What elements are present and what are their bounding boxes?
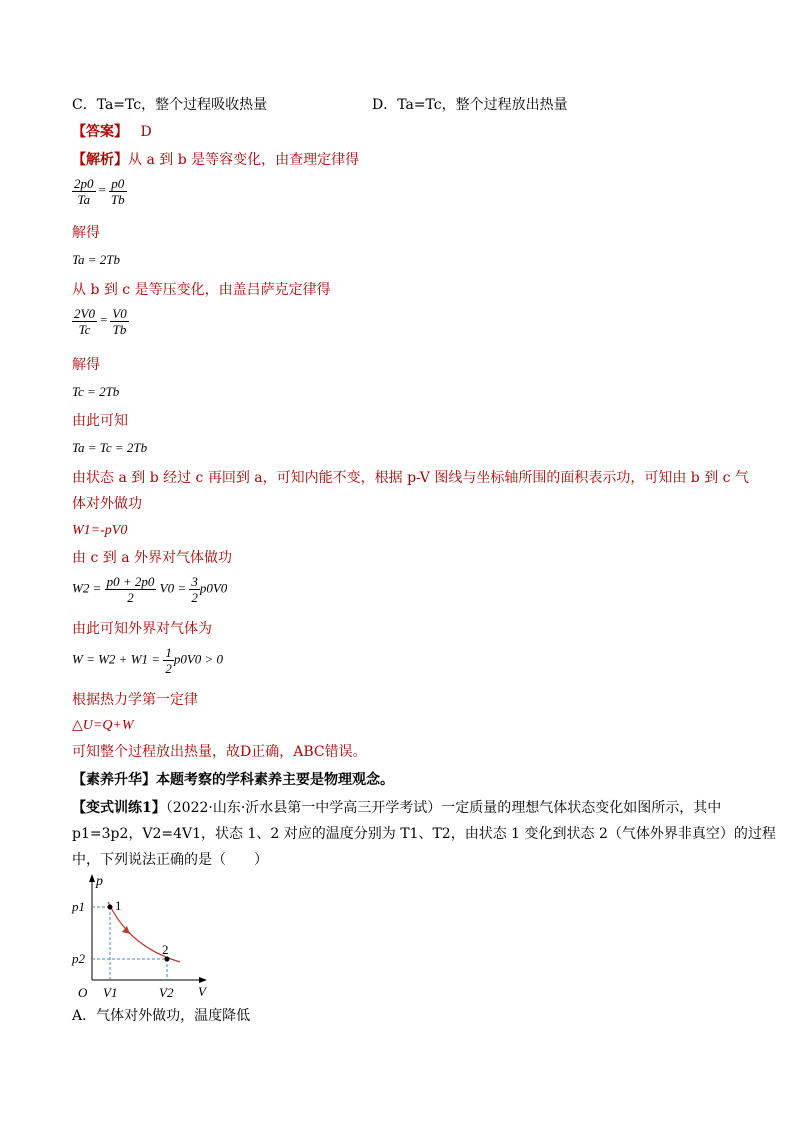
- analysis-intro: 从 a 到 b 是等容变化，由查理定律得: [128, 152, 360, 168]
- result-ta-tc: Ta = Tc = 2Tb: [72, 440, 148, 455]
- step-total-work: 由此可知外界对气体为: [72, 621, 212, 637]
- eq2-den-right: Tb: [112, 322, 127, 337]
- w2-den: 2: [127, 590, 134, 605]
- variant-line-2: p1=3p2，V2=4V1，状态 1、2 对应的温度分别为 T1、T2，由状态 1 变化到状态 2（气体外界非真空）的过程: [72, 826, 776, 842]
- step-c-to-a: 由 c 到 a 外界对气体做功: [72, 550, 232, 566]
- state-point-2: [165, 957, 170, 962]
- w2-num: p0 + 2p0: [106, 574, 155, 589]
- paragraph-line-2: 体对外做功: [72, 496, 142, 512]
- label-p2: p2: [72, 951, 85, 966]
- w2-end: p0V0: [199, 580, 228, 596]
- label-v2: V2: [159, 985, 174, 1000]
- analysis-intro-row: [72, 150, 359, 170]
- answer-label: 【答案】: [72, 124, 128, 140]
- eq2-den-left: Tc: [78, 322, 91, 337]
- hence-label: 由此可知: [72, 413, 128, 429]
- label-origin: O: [78, 985, 88, 1000]
- label-point-2: 2: [162, 942, 169, 957]
- curve-direction-arrow: [122, 926, 130, 934]
- label-p-axis: p: [96, 874, 103, 889]
- w2-coef-num: 3: [191, 574, 198, 589]
- w2-lhs: W2 =: [72, 580, 102, 596]
- analysis-label: 【解析】: [72, 152, 128, 168]
- variant-line-3: 中，下列说法正确的是（ ）: [72, 852, 268, 868]
- p-axis-arrow: [89, 874, 95, 882]
- option-a: A．气体对外做功，温度降低: [72, 1008, 251, 1024]
- eq1-den-left: Ta: [77, 192, 91, 207]
- variant-line-1: [72, 798, 721, 818]
- label-v1: V1: [103, 985, 118, 1000]
- eq2-num-left: 2V0: [74, 306, 95, 321]
- equation-w-total: [72, 645, 223, 676]
- work-w1: W1=-pV0: [72, 523, 128, 538]
- w2-coef-den: 2: [191, 590, 198, 605]
- v-axis-arrow: [199, 977, 207, 983]
- result-ta: Ta = 2Tb: [72, 252, 121, 267]
- state-point-1: [108, 905, 113, 910]
- solve-2: 解得: [72, 357, 100, 373]
- w-num: 1: [165, 645, 172, 660]
- variant-text-1: （2022·山东·沂水县第一中学高三开学考试）一定质量的理想气体状态变化如图所示，其中: [165, 800, 722, 816]
- solve-1: 解得: [72, 225, 100, 241]
- w-den: 2: [165, 661, 172, 676]
- label-point-1: 1: [115, 898, 122, 913]
- result-tc: Tc = 2Tb: [72, 384, 120, 399]
- equation-w2: [72, 574, 227, 605]
- equation-charles: $\frac{2p0}{Ta}$ = $\frac{p0}{Tb}$: [74, 176, 125, 207]
- paragraph-line-1: 由状态 a 到 b 经过 c 再回到 a，可知内能不变，根据 p-V 图线与坐标轴所围的面积表示功，可知由 b 到 c 气: [72, 470, 749, 486]
- label-v-axis: V: [198, 984, 206, 999]
- w-lhs: W = W2 + W1 =: [72, 651, 161, 667]
- label-p1: p1: [72, 899, 85, 914]
- equation-gay-lussac: $\frac{2V0}{Tc}$ = $\frac{V0}{Tb}$: [74, 306, 127, 337]
- eq1-num-right: p0: [109, 176, 127, 192]
- eq2-num-right: V0: [112, 306, 127, 321]
- variant-label: 【变式训练1】: [72, 800, 166, 816]
- option-c: C．Ta=Tc，整个过程吸收热量: [72, 97, 268, 113]
- pv-graph: [70, 872, 210, 1000]
- option-d: D．Ta=Tc，整个过程放出热量: [372, 97, 568, 113]
- step-gay-lussac: 从 b 到 c 是等压变化，由盖吕萨克定律得: [72, 282, 331, 298]
- conclusion: 可知整个过程放出热量，故D正确，ABC错误。: [72, 744, 367, 760]
- w2-mid: V0 =: [159, 580, 187, 596]
- w-end: p0V0 > 0: [173, 651, 224, 667]
- literacy-note: 【素养升华】本题考察的学科素养主要是物理观念。: [72, 772, 394, 788]
- eq1-den-right: Tb: [110, 192, 125, 207]
- first-law-equation: △U=Q+W: [72, 718, 134, 733]
- first-law-label: 根据热力学第一定律: [72, 692, 198, 708]
- answer-value: D: [140, 124, 152, 140]
- eq1-num-left: 2p0: [74, 176, 94, 191]
- answer-row: [72, 122, 152, 142]
